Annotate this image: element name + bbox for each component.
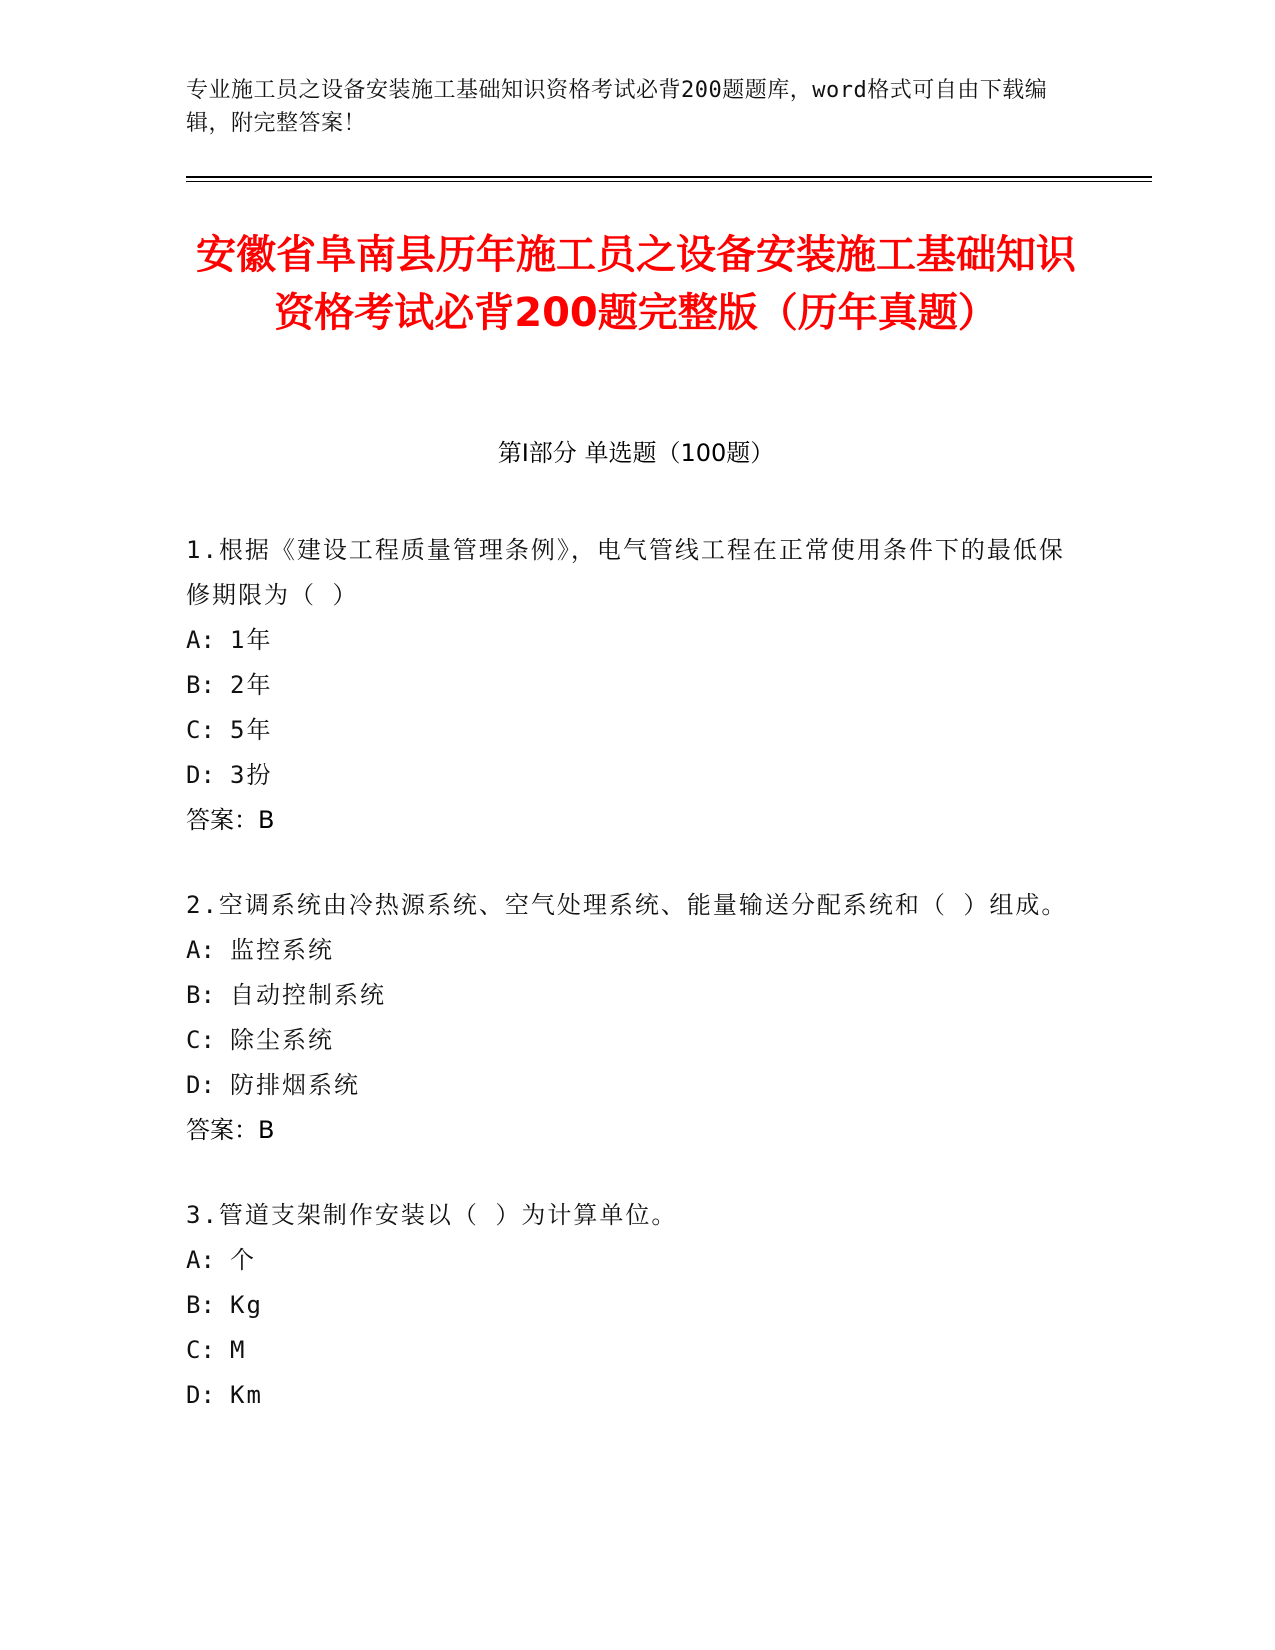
option-text: 1年 <box>230 626 273 654</box>
question-item <box>186 883 1086 1153</box>
option-text: 除尘系统 <box>230 1026 334 1054</box>
option-text: 监控系统 <box>230 936 334 964</box>
option-text: 自动控制系统 <box>230 981 386 1009</box>
option-b <box>186 1283 1086 1328</box>
header-rule-thick <box>186 176 1152 178</box>
document-title: 安徽省阜南县历年施工员之设备安装施工基础知识资格考试必背200题完整版（历年真题） <box>196 232 1076 336</box>
option-b <box>186 663 1086 708</box>
option-letter: B: <box>186 1291 215 1319</box>
option-d <box>186 753 1086 798</box>
option-a <box>186 618 1086 663</box>
option-d <box>186 1063 1086 1108</box>
option-c <box>186 1328 1086 1373</box>
header-rule-thin <box>186 181 1152 182</box>
question-list <box>186 528 1086 1458</box>
option-text: Km <box>230 1381 263 1409</box>
question-stem: 3.管道支架制作安装以（ ）为计算单位。 <box>186 1201 678 1229</box>
option-a <box>186 928 1086 973</box>
option-d <box>186 1373 1086 1418</box>
question-item <box>186 1193 1086 1418</box>
option-text: 2年 <box>230 671 273 699</box>
option-b <box>186 973 1086 1018</box>
option-c <box>186 708 1086 753</box>
option-letter: D: <box>186 761 215 789</box>
option-letter: B: <box>186 671 215 699</box>
question-stem: 2.空调系统由冷热源系统、空气处理系统、能量输送分配系统和（ ）组成。 <box>186 891 1068 919</box>
option-text: M <box>230 1336 247 1364</box>
section-title: 第Ⅰ部分 单选题（100题） <box>497 439 775 467</box>
option-letter: B: <box>186 981 215 1009</box>
option-letter: A: <box>186 936 215 964</box>
option-letter: C: <box>186 716 215 744</box>
answer-line: 答案：B <box>186 1116 275 1144</box>
option-letter: D: <box>186 1071 215 1099</box>
option-text: 个 <box>230 1246 256 1274</box>
question-stem: 1.根据《建设工程质量管理条例》，电气管线工程在正常使用条件下的最低保修期限为（ ） <box>186 536 1065 609</box>
option-letter: C: <box>186 1336 215 1364</box>
header-note: 专业施工员之设备安装施工基础知识资格考试必背200题题库，word格式可自由下载编辑，附完整答案！ <box>186 78 1048 136</box>
option-text: Kg <box>230 1291 263 1319</box>
option-text: 防排烟系统 <box>230 1071 360 1099</box>
option-text: 5年 <box>230 716 273 744</box>
option-text: 3扮 <box>230 761 273 789</box>
option-c <box>186 1018 1086 1063</box>
option-letter: D: <box>186 1381 215 1409</box>
option-a <box>186 1238 1086 1283</box>
option-letter: C: <box>186 1026 215 1054</box>
answer-line: 答案：B <box>186 806 275 834</box>
question-item <box>186 528 1086 843</box>
option-letter: A: <box>186 1246 215 1274</box>
option-letter: A: <box>186 626 215 654</box>
